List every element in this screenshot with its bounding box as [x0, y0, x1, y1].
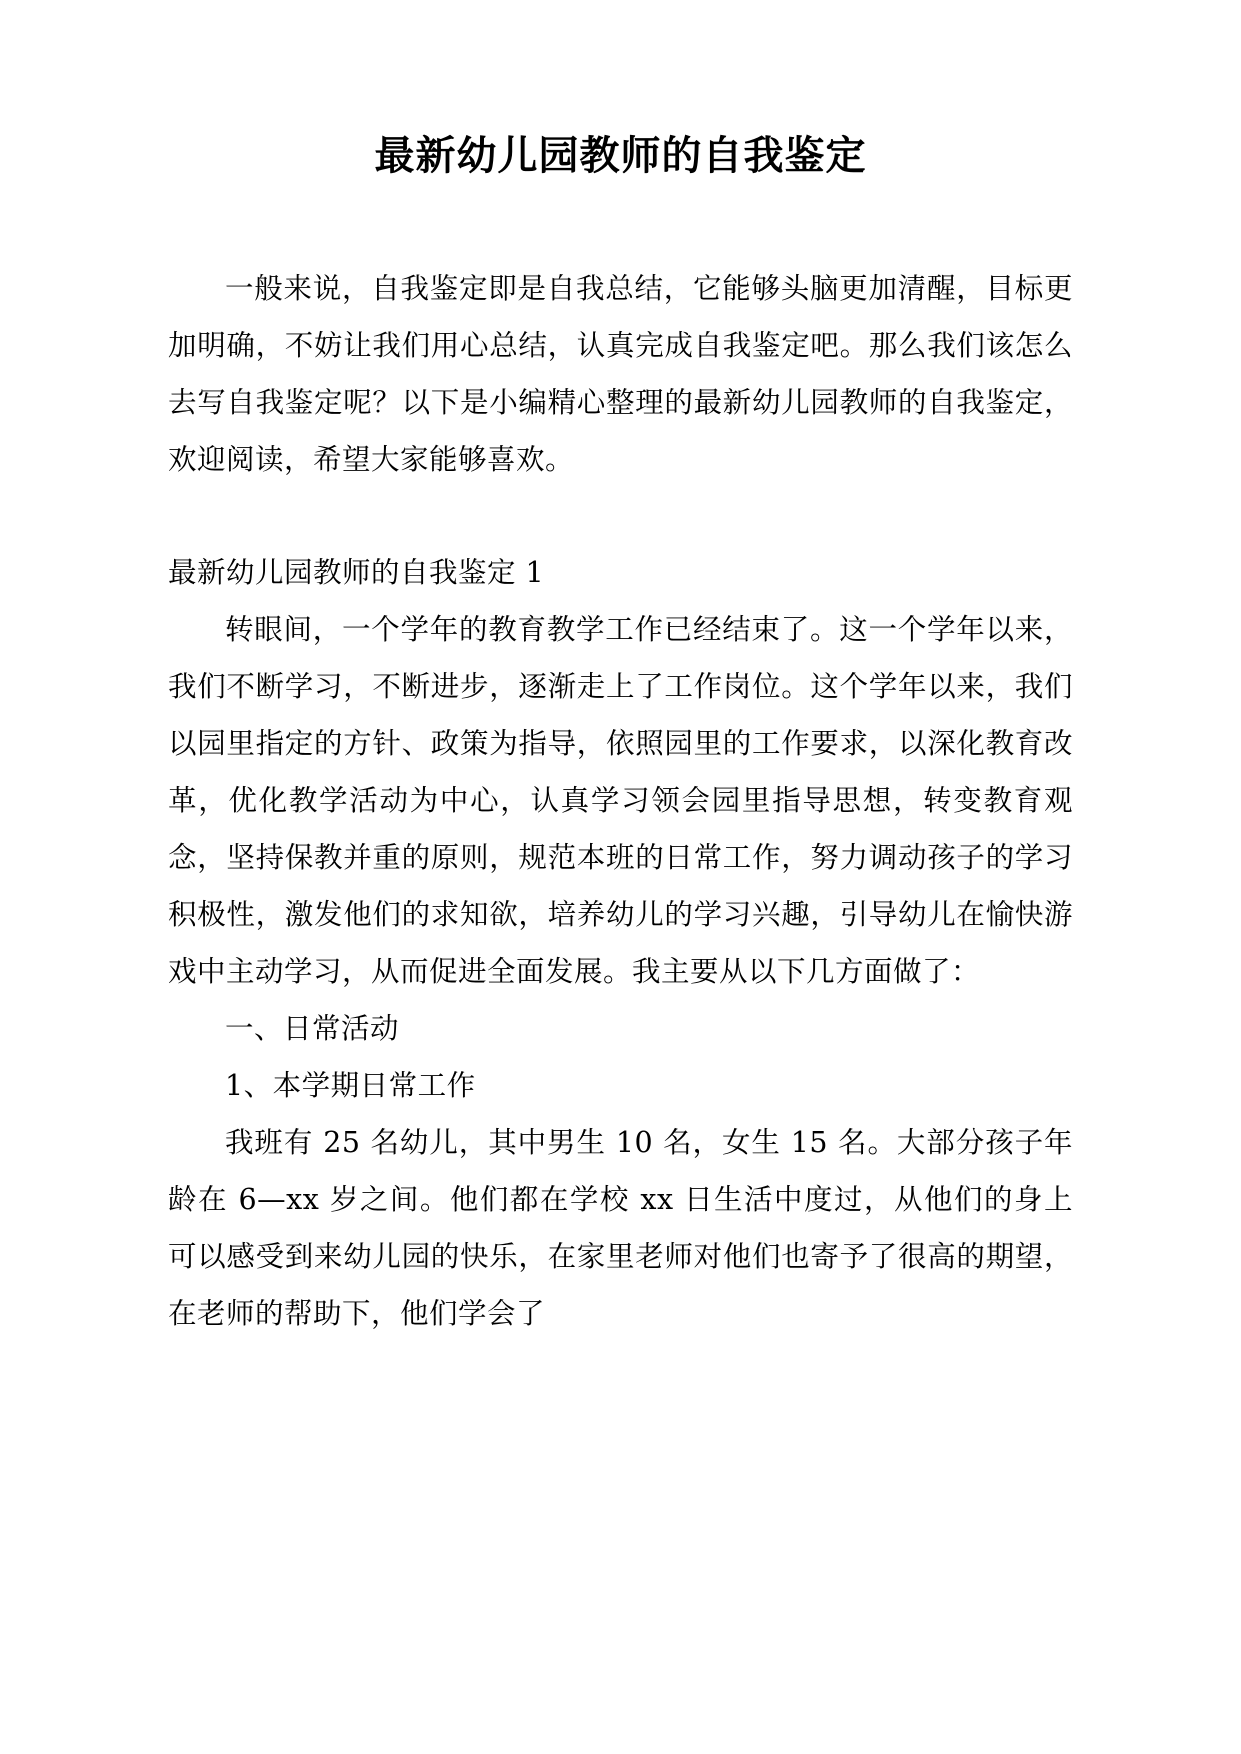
title-spacer — [168, 182, 1073, 260]
paragraph-list-item-1: 一、日常活动 — [225, 1012, 400, 1045]
paragraph-list-item-2: 1、本学期日常工作 — [225, 1069, 476, 1102]
section-heading-1: 最新幼儿园教师的自我鉴定 1 — [168, 556, 545, 589]
page-title: 最新幼儿园教师的自我鉴定 — [374, 133, 867, 179]
paragraph-body-2: 我班有 25 名幼儿，其中男生 10 名，女生 15 名。大部分孩子年龄在 6—xx 岁之间。他们都在学校 xx 日生活中度过，从他们的身上可以感受到来幼儿园的快乐，在家里老师对他们也寄予了很高的期望，在老师的帮助下，他们学会了 — [168, 1126, 1073, 1330]
document-content — [168, 0, 1073, 1342]
paragraph-spacer — [168, 488, 1073, 544]
paragraph-body-1: 转眼间，一个学年的教育教学工作已经结束了。这一个学年以来，我们不断学习，不断进步，逐渐走上了工作岗位。这个学年以来，我们以园里指定的方针、政策为指导，依照园里的工作要求，以深化教育改革，优化教学活动为中心，认真学习领会园里指导思想，转变教育观念，坚持保教并重的原则，规范本班的日常工作，努力调动孩子的学习积极性，激发他们的求知欲，培养幼儿的学习兴趣，引导幼儿在愉快游戏中主动学习，从而促进全面发展。我主要从以下几方面做了： — [168, 613, 1073, 988]
paragraph-intro: 一般来说，自我鉴定即是自我总结，它能够头脑更加清醒，目标更加明确，不妨让我们用心总结，认真完成自我鉴定吧。那么我们该怎么去写自我鉴定呢？以下是小编精心整理的最新幼儿园教师的自我鉴定，欢迎阅读，希望大家能够喜欢。 — [168, 272, 1073, 476]
